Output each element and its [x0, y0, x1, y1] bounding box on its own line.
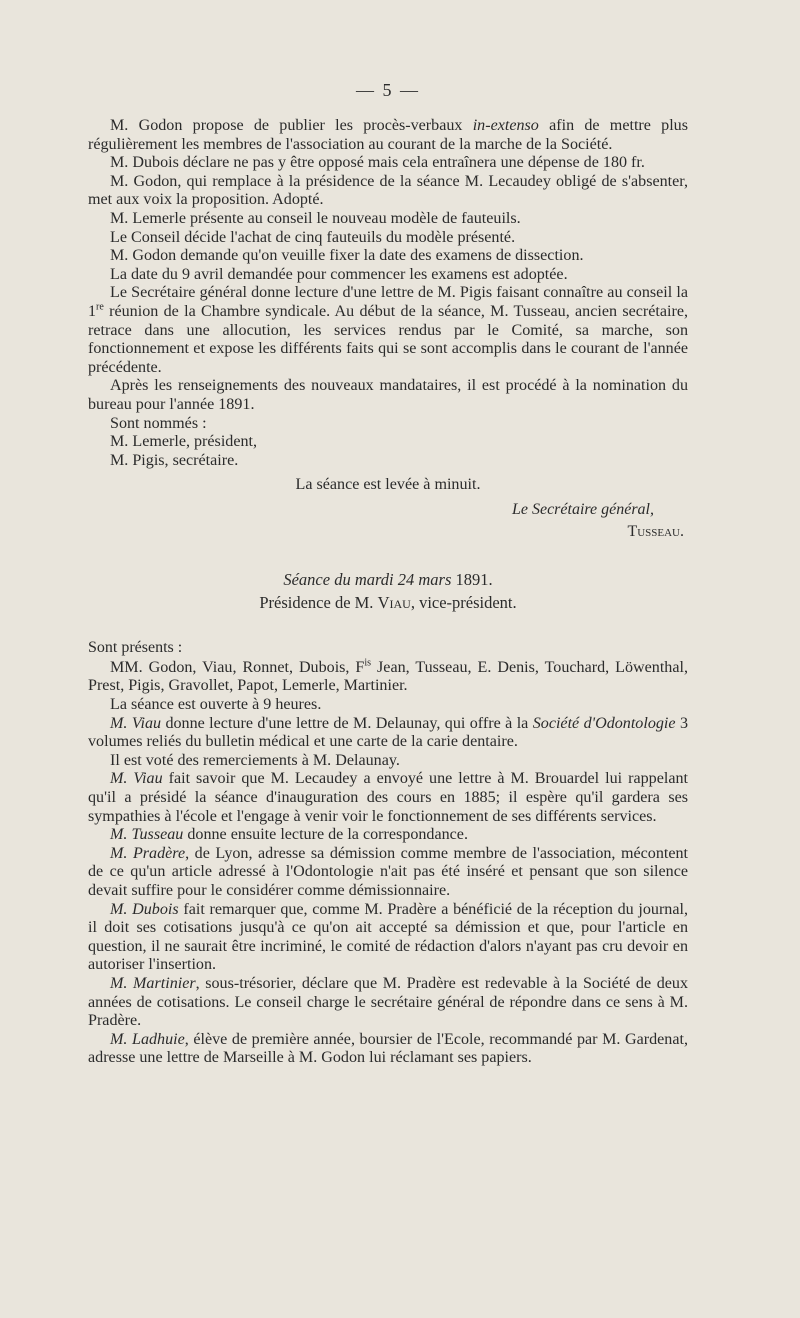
person-name: M. Viau [110, 770, 163, 788]
paragraph: M. Pigis, secrétaire. [110, 451, 239, 469]
seance-title [88, 569, 688, 591]
paragraph: M. Pradère, de Lyon, adresse sa démission comme membre de l'association, mécontent de ce qu'un article adressé à l'Odontologie n'ait pas été inséré et pensant que son silence devait suffire pour le considérer comme démissionnaire. [88, 844, 688, 899]
person-name: M. Martinier [110, 974, 196, 992]
paragraph: Sont nommés : [110, 414, 207, 432]
paragraph: Le Conseil décide l'achat de cinq fauteuils du modèle présenté. [110, 228, 516, 246]
page-number: — 5 — [356, 80, 420, 100]
signature-name: Tusseau. [627, 522, 684, 540]
person-name: M. Ladhuie [110, 1030, 185, 1048]
paragraph: Il est voté des remerciements à M. Delaunay. [110, 751, 400, 769]
presidence-line: Présidence de M. Viau, vice-président. [259, 592, 517, 612]
person-name: M. Tusseau [110, 826, 184, 844]
paragraph: MM. Godon, Viau, Ronnet, Dubois, $F^{is}$ Jean, Tusseau, E. Denis, Touchard, Löwenthal, Prest, Pigis, Gravollet, Papot, Lemerle, Martinier. [88, 657, 688, 695]
paragraph: M. Viau fait savoir que M. Lecaudey a envoyé une lettre à M. Brouardel lui rappelant qu'il a présidé la séance d'inauguration des cours en 1885; il espère qu'il gardera ses sympathies à l'école et l'engage à venir voir le fonctionnement de ses différents services. [88, 770, 688, 825]
paragraph: M. Dubois déclare ne pas y être opposé mais cela entraînera une dépense de 180 fr. [110, 154, 645, 172]
paragraph: M. Godon, qui remplace à la présidence de la séance M. Lecaudey obligé de s'absenter, met aux voix la proposition. Adopté. [88, 172, 688, 209]
seance-year: 1891. [451, 569, 493, 589]
signature-role: Le Secrétaire général, [511, 500, 654, 518]
paragraph: M. Dubois fait remarquer que, comme M. Pradère a bénéficié de la réception du journal, il doit ses cotisations jusqu'à ce qu'on ait accepté sa démission et que, pour l'article en question, il ne saurait être incriminé, le comité de rédaction d'alors n'ayant pas cru devoir en autoriser l'insertion. [88, 900, 688, 974]
seance-date: Séance du mardi 24 mars [283, 569, 452, 589]
journal-name: Société d'Odontologie [532, 714, 676, 732]
paragraph: M. Godon demande qu'on veuille fixer la date des examens de dissection. [110, 247, 584, 265]
paragraph: M. Godon propose de publier les procès-verbaux in-extenso afin de mettre plus régulièrement les membres de l'association au courant de la marche de la Société. [88, 117, 688, 153]
paragraph: M. Ladhuie, élève de première année, boursier de l'Ecole, recommandé par M. Gardenat, adresse une lettre de Marseille à M. Godon lui réclamant ses papiers. [88, 1030, 688, 1067]
paragraph: Après les renseignements des nouveaux mandataires, il est procédé à la nomination du bureau pour l'année 1891. [88, 377, 688, 413]
person-name: M. Dubois [110, 900, 179, 918]
paragraph: M. Lemerle présente au conseil le nouveau modèle de fauteuils. [110, 209, 521, 227]
paragraph: Le Secrétaire général donne lecture d'une lettre de M. Pigis faisant connaître au conseil la 1re réunion de la Chambre syndicale. Au début de la séance, M. Tusseau, ancien secrétaire, retrace dans une allocution, les services rendus par le Comité, sa marche, son fonctionnement et expose les différents faits qui se sont accomplis dans le courant de l'année précédente. [88, 284, 688, 376]
person-name: M. Viau [110, 714, 162, 732]
minutes-part-1 [88, 117, 688, 470]
minutes-part-2 [88, 659, 688, 1068]
adjourn-line: La séance est levée à minuit. [295, 476, 481, 494]
signature-block [88, 499, 688, 543]
presents-label: Sont présents : [88, 638, 183, 656]
person-name: M. Pradère [110, 844, 186, 862]
paragraph: La date du 9 avril demandée pour commencer les examens est adoptée. [110, 265, 568, 283]
paragraph: M. Viau donne lecture d'une lettre de M. Delaunay, qui offre à la Société d'Odontologie 3 volumes reliés du bulletin médical et une carte de la carie dentaire. [88, 714, 688, 751]
paragraph: M. Lemerle, président, [110, 433, 258, 451]
paragraph: M. Tusseau donne ensuite lecture de la correspondance. [110, 826, 468, 844]
president-name: Viau [377, 592, 411, 612]
paragraph: La séance est ouverte à 9 heures. [110, 696, 322, 714]
paragraph: M. Martinier, sous-trésorier, déclare que M. Pradère est redevable à la Société de deux années de cotisations. Le conseil charge le secrétaire général de répondre dans ce sens à M. Pradère. [88, 974, 689, 1030]
